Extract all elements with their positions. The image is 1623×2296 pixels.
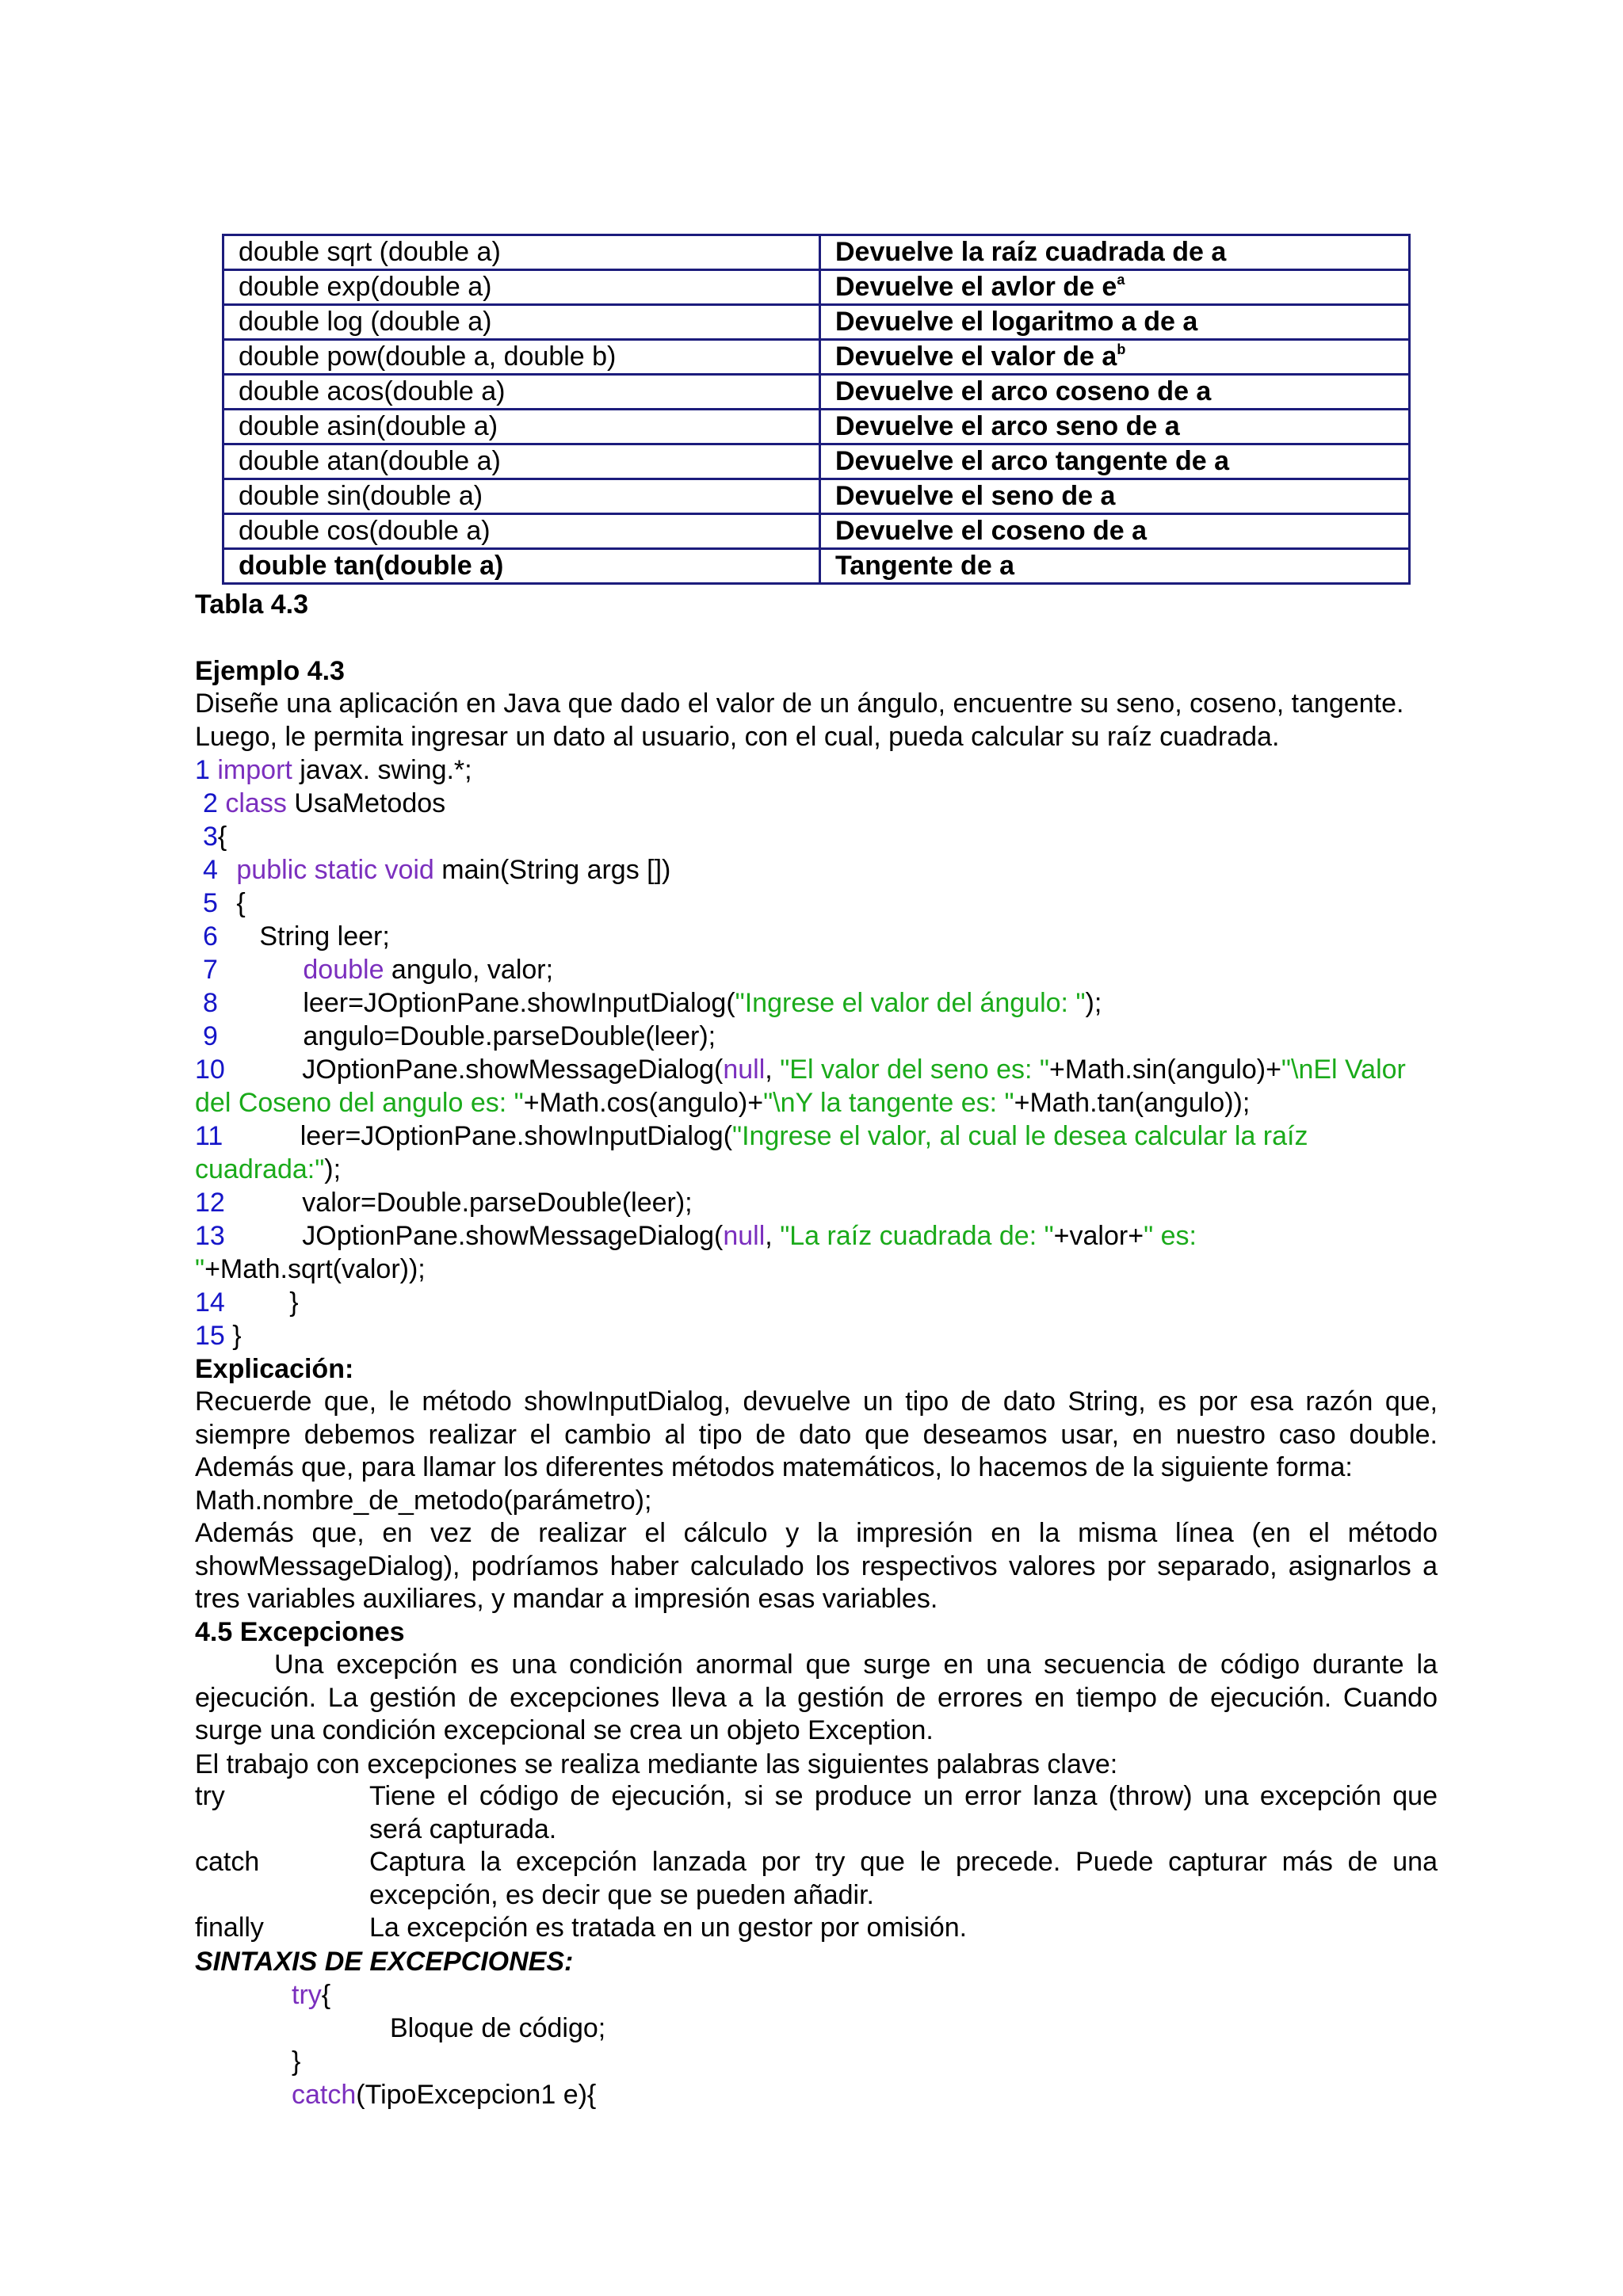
- code-string: "\nEl Valor: [1281, 1055, 1406, 1085]
- term-try: try: [195, 1781, 225, 1811]
- table-cell-description: Devuelve el arco coseno de a: [820, 375, 1410, 410]
- section-heading: 4.5 Excepciones: [195, 1617, 405, 1647]
- line-number: 7: [203, 955, 218, 985]
- code-string: ": [195, 1254, 205, 1284]
- table-cell-method: double sin(double a): [223, 479, 820, 514]
- text-line: Captura la excepción lanzada por try que le precede. Puede capturar más de una: [369, 1847, 1438, 1877]
- text-line: Además que, en vez de realizar el cálculo y la impresión en la misma línea (en el método: [195, 1518, 1438, 1548]
- code-text: +Math.sqrt(valor));: [204, 1254, 426, 1284]
- code-text: );: [1085, 988, 1102, 1018]
- syntax-line: [292, 1978, 330, 2012]
- exceptions-paragraph: [195, 1649, 1438, 1748]
- code-text: ,: [765, 1055, 781, 1085]
- code-line: [203, 920, 390, 953]
- text-line: La excepción es tratada en un gestor por omisión.: [369, 1913, 968, 1943]
- syntax-line: }: [292, 2046, 301, 2077]
- text-line: Además que, para llamar los diferentes métodos matemáticos, lo hacemos de la siguiente forma:: [195, 1452, 1353, 1482]
- code-line: [203, 820, 227, 853]
- code-text: JOptionPane.showMessageDialog(: [302, 1221, 724, 1251]
- table-row: [223, 514, 1410, 549]
- code-text: angulo, valor;: [384, 955, 554, 985]
- code-string: "\nY la tangente es: ": [763, 1088, 1014, 1118]
- superscript: a: [1117, 272, 1125, 288]
- table-cell-method: double tan(double a): [223, 549, 820, 584]
- code-line: [203, 1020, 716, 1053]
- term-definition: [369, 1912, 1438, 1945]
- table-cell-description: Devuelve el logaritmo a de a: [820, 305, 1410, 340]
- code-string: "Ingrese el valor del ángulo: ": [735, 988, 1086, 1018]
- line-number: 9: [203, 1021, 218, 1051]
- code-line: [203, 953, 553, 986]
- table-cell-description: Devuelve el arco seno de a: [820, 410, 1410, 444]
- code-keyword: catch: [292, 2080, 357, 2110]
- code-text: +Math.sin(angulo)+: [1048, 1055, 1281, 1085]
- line-number: 2: [203, 788, 218, 818]
- code-text: main(String args []): [433, 855, 671, 885]
- table-cell-description: Devuelve el coseno de a: [820, 514, 1410, 549]
- superscript: b: [1117, 341, 1126, 357]
- table-row: [223, 340, 1410, 375]
- text-line: ejecución. La gestión de excepciones lleva a la gestión de errores en tiempo de ejecución. Cuando: [195, 1682, 1438, 1713]
- code-text: +Math.tan(angulo));: [1014, 1088, 1251, 1118]
- text-line: Recuerde que, le método showInputDialog, devuelve un tipo de dato String, es por esa razón que,: [195, 1386, 1438, 1417]
- syntax-line: [292, 2078, 596, 2111]
- explanation-title: Explicación:: [195, 1354, 354, 1384]
- text-line: será capturada.: [369, 1814, 557, 1844]
- line-number: 1: [195, 755, 210, 785]
- line-number: 8: [203, 988, 218, 1018]
- code-keyword: null: [723, 1221, 766, 1251]
- table-row: [223, 549, 1410, 584]
- code-keyword: null: [723, 1055, 766, 1085]
- table-cell-method: double pow(double a, double b): [223, 340, 820, 375]
- code-text: );: [324, 1154, 342, 1184]
- code-text: +Math.cos(angulo)+: [523, 1088, 764, 1118]
- table-row: [223, 270, 1410, 305]
- code-line-continuation: [195, 1253, 426, 1286]
- syntax-title: SINTAXIS DE EXCEPCIONES:: [195, 1947, 574, 1977]
- code-string: "Ingrese el valor, al cual le desea calcular la raíz: [732, 1121, 1308, 1151]
- code-line-continuation: [195, 1153, 341, 1186]
- example-intro-line: Diseñe una aplicación en Java que dado el valor de un ángulo, encuentre su seno, coseno, tangente.: [195, 688, 1404, 719]
- table-cell-method: double sqrt (double a): [223, 235, 820, 270]
- code-line: [195, 1119, 1308, 1153]
- code-text: JOptionPane.showMessageDialog(: [302, 1055, 724, 1085]
- text-line: tres variables auxiliares, y mandar a impresión esas variables.: [195, 1584, 938, 1614]
- table-row: [223, 444, 1410, 479]
- code-text: {: [217, 822, 227, 852]
- line-number: 11: [195, 1121, 223, 1151]
- table-cell-method: double log (double a): [223, 305, 820, 340]
- explanation-paragraph: [195, 1517, 1438, 1616]
- code-text: valor=Double.parseDouble(leer);: [302, 1188, 693, 1218]
- table-row: [223, 410, 1410, 444]
- code-line: [203, 787, 445, 820]
- code-text: UsaMetodos: [286, 788, 446, 818]
- code-line: [195, 1053, 1406, 1086]
- code-text: }: [289, 1287, 299, 1318]
- code-text: angulo=Double.parseDouble(leer);: [303, 1021, 716, 1051]
- code-line: [195, 753, 472, 787]
- code-keyword: class: [225, 788, 287, 818]
- table-row: [223, 305, 1410, 340]
- term-finally: finally: [195, 1913, 264, 1943]
- code-line: [203, 853, 670, 887]
- line-number: 12: [195, 1188, 225, 1218]
- text-line: surge una condición excepcional se crea un objeto Exception.: [195, 1715, 934, 1745]
- code-string: "La raíz cuadrada de: ": [780, 1221, 1054, 1251]
- table-cell-description: Devuelve el arco tangente de a: [820, 444, 1410, 479]
- table-cell-method: double atan(double a): [223, 444, 820, 479]
- explanation-paragraph: [195, 1386, 1438, 1517]
- code-line-continuation: [195, 1086, 1250, 1119]
- table-row: [223, 375, 1410, 410]
- line-number: 6: [203, 921, 218, 952]
- line-number: 15: [195, 1321, 225, 1351]
- code-text: {: [321, 1980, 331, 2010]
- code-keyword: public static void: [236, 855, 434, 885]
- term-definition: [369, 1846, 1438, 1912]
- term-definition: [369, 1780, 1438, 1846]
- table-cell-method: double asin(double a): [223, 410, 820, 444]
- line-number: 5: [203, 888, 218, 918]
- table-cell-method: double exp(double a): [223, 270, 820, 305]
- code-string: cuadrada:": [195, 1154, 325, 1184]
- code-line: [195, 1286, 299, 1319]
- text-line: excepción, es decir que se pueden añadir.: [369, 1879, 875, 1910]
- code-text: leer=JOptionPane.showInputDialog(: [300, 1121, 733, 1151]
- code-line: [203, 887, 246, 920]
- table-cell-description: Devuelve el avlor de $e^a$: [820, 270, 1410, 305]
- code-text: javax. swing.*;: [292, 755, 472, 785]
- code-string: " es:: [1144, 1221, 1197, 1251]
- code-string: del Coseno del angulo es: ": [195, 1088, 524, 1118]
- line-number: 10: [195, 1055, 225, 1085]
- syntax-line: Bloque de código;: [390, 2013, 606, 2043]
- code-text: +valor+: [1053, 1221, 1144, 1251]
- line-number: 13: [195, 1221, 225, 1251]
- code-text: ,: [765, 1221, 781, 1251]
- math-methods-table: [222, 234, 1411, 585]
- example-title: Ejemplo 4.3: [195, 656, 345, 686]
- term-catch: catch: [195, 1847, 260, 1877]
- code-line: [195, 1319, 242, 1352]
- table-cell-method: double cos(double a): [223, 514, 820, 549]
- code-keyword: try: [292, 1980, 322, 2010]
- code-text: String leer;: [259, 921, 390, 952]
- table-row: [223, 479, 1410, 514]
- table-caption: Tabla 4.3: [195, 589, 308, 620]
- table-cell-description: Devuelve el valor de $a^b$: [820, 340, 1410, 375]
- code-text: leer=JOptionPane.showInputDialog(: [303, 988, 735, 1018]
- code-string: "El valor del seno es: ": [780, 1055, 1049, 1085]
- text-line: Tiene el código de ejecución, si se produce un error lanza (throw) una excepción que: [369, 1781, 1438, 1811]
- code-text: {: [236, 888, 246, 918]
- code-line: [195, 1186, 693, 1219]
- code-line: [203, 986, 1102, 1020]
- text-line: showMessageDialog), podríamos haber calculado los respectivos valores por separado, asignarlos a: [195, 1550, 1438, 1581]
- code-text: }: [232, 1321, 242, 1351]
- text-line: Math.nombre_de_metodo(parámetro);: [195, 1485, 652, 1516]
- table-row: [223, 235, 1410, 270]
- table-cell-description: Devuelve el seno de a: [820, 479, 1410, 514]
- line-number: 3: [203, 822, 218, 852]
- code-line: [195, 1219, 1197, 1253]
- keywords-intro: El trabajo con excepciones se realiza mediante las siguientes palabras clave:: [195, 1749, 1118, 1779]
- table-cell-description: Devuelve la raíz cuadrada de a: [820, 235, 1410, 270]
- line-number: 4: [203, 855, 218, 885]
- line-number: 14: [195, 1287, 225, 1318]
- table-cell-method: double acos(double a): [223, 375, 820, 410]
- code-text: (TipoExcepcion1 e){: [356, 2080, 597, 2110]
- code-keyword: import: [217, 755, 292, 785]
- table-cell-description: Tangente de a: [820, 549, 1410, 584]
- code-keyword: double: [303, 955, 384, 985]
- text-line: siempre debemos realizar el cambio al tipo de dato que deseamos usar, en nuestro caso double.: [195, 1419, 1438, 1450]
- example-intro-line: Luego, le permita ingresar un dato al usuario, con el cual, pueda calcular su raíz cuadrada.: [195, 722, 1280, 752]
- text-line: Una excepción es una condición anormal que surge en una secuencia de código durante la: [274, 1650, 1438, 1680]
